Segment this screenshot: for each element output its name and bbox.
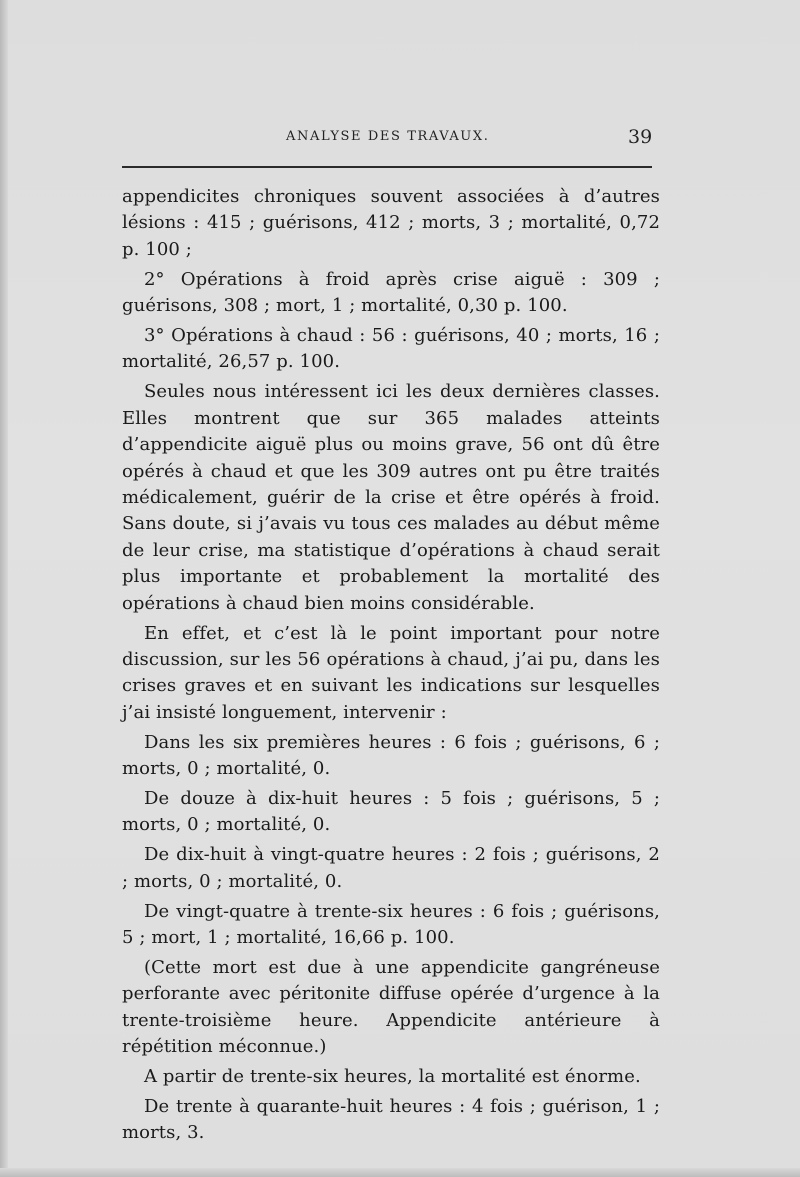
- running-title: ANALYSE DES TRAVAUX.: [286, 129, 490, 144]
- paragraph-eighteen-twentyfour-hours: De dix-huit à vingt-quatre heures : 2 fois ; guérisons, 2 ; morts, 0 ; mortalité, 0.: [122, 844, 660, 892]
- paragraph-cold-operations: 2° Opérations à froid après crise aiguë : 309 ; guérisons, 308 ; mort, 1 ; mortalité, 0,30 p. 100.: [122, 268, 660, 317]
- page-bottom-shadow: [0, 1168, 800, 1177]
- paragraph-thirty-fortyeight-hours: De trente à quarante-huit heures : 4 fois ; guérison, 1 ; morts, 3.: [122, 1095, 660, 1144]
- paragraph-important-point: En effet, et c’est là le point important pour notre discussion, sur les 56 opérations à chaud, j’ai pu, dans les crises graves et en suivant les indications sur lesquelles j’ai insisté longuement, intervenir :: [122, 622, 660, 723]
- paragraph-twelve-eighteen-hours: De douze à dix-huit heures : 5 fois ; guérisons, 5 ; morts, 0 ; mortalité, 0.: [122, 787, 660, 836]
- paragraph-first-six-hours: Dans les six premières heures : 6 fois ; guérisons, 6 ; morts, 0 ; mortalité, 0.: [122, 731, 660, 780]
- header-rule: [122, 166, 652, 168]
- page-number: 39: [628, 126, 653, 148]
- paragraph-death-note: (Cette mort est due à une appendicite gangréneuse perforante avec péritonite diffuse opérée d’urgence à la trente-troisième heure. Appendicite antérieure à répétition méconnue.): [122, 956, 660, 1058]
- paragraph-after-thirtysix-hours: A partir de trente-six heures, la mortalité est énorme.: [144, 1066, 641, 1087]
- paragraph-twentyfour-thirtysix-hours: De vingt-quatre à trente-six heures : 6 fois ; guérisons, 5 ; mort, 1 ; mortalité, 16,66 p. 100.: [122, 900, 660, 948]
- paragraph-hot-operations: 3° Opérations à chaud : 56 : guérisons, 40 ; morts, 16 ; mortalité, 26,57 p. 100.: [122, 325, 660, 373]
- page-gutter-shadow: [0, 0, 8, 1177]
- body-text: [122, 184, 660, 1150]
- paragraph-continuation: appendicites chroniques souvent associées à d’autres lésions : 415 ; guérisons, 412 ; morts, 3 ; mortalité, 0,72 p. 100 ;: [122, 186, 660, 260]
- paragraph-discussion: Seules nous intéressent ici les deux dernières classes. Elles montrent que sur 365 malades atteints d’appendicite aiguë plus ou moins grave, 56 ont dû être opérés à chaud et que les 309 autres ont pu être traités médicalement, guérir de la crise et être opérés à froid. Sans doute, si j’avais vu tous ces malades au début même de leur crise, ma statistique d’opérations à chaud serait plus importante et probablement la mortalité des opérations à chaud bien moins considérable.: [122, 381, 660, 614]
